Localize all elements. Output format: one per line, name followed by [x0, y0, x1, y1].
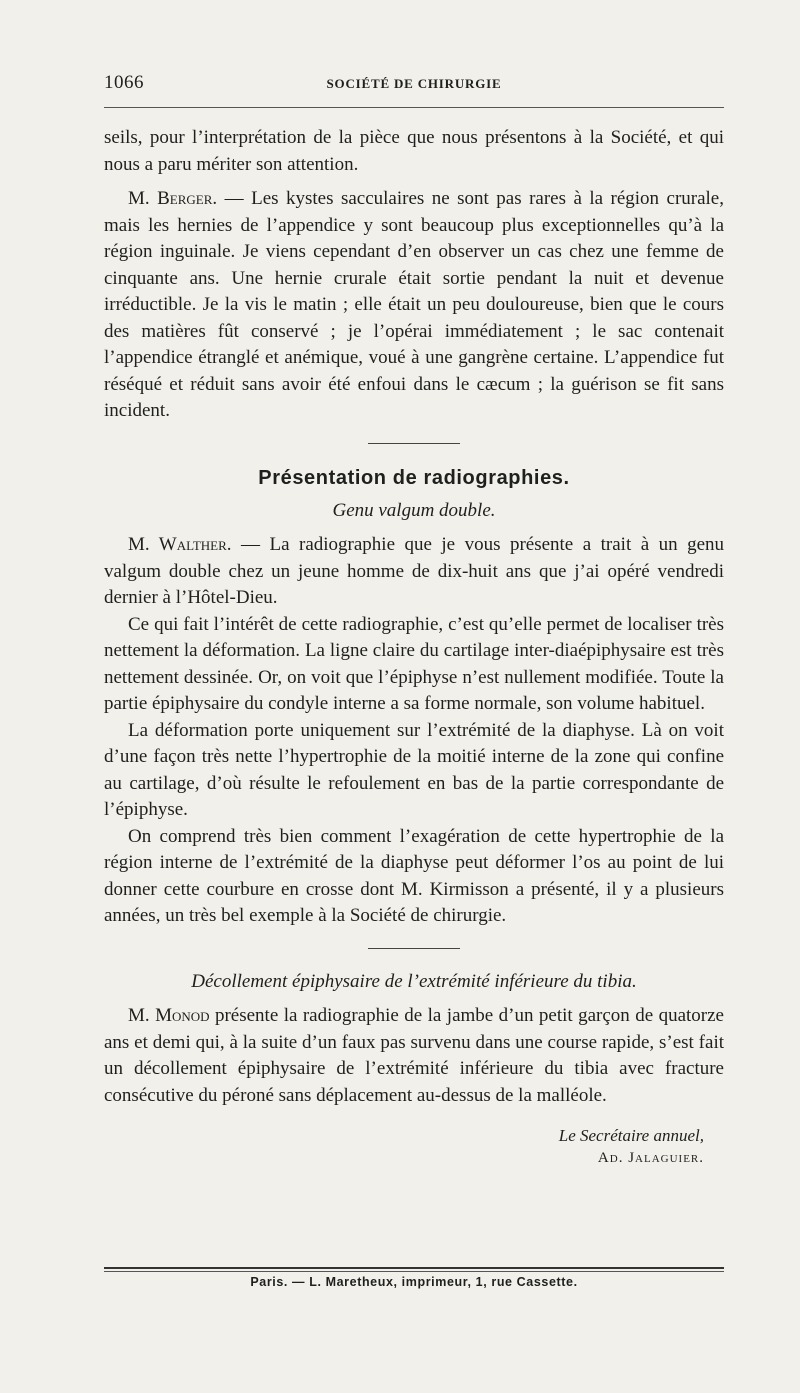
body-text — [104, 125, 724, 1169]
section2-title: Décollement épiphysaire de l’extrémité inférieure du tibia. — [191, 970, 637, 992]
section-separator-2 — [368, 948, 460, 949]
paragraph-berger — [104, 186, 724, 425]
speaker-monod: M. Monod — [128, 1005, 210, 1026]
signature-role: Le Secrétaire annuel, — [558, 1126, 704, 1145]
speaker-walther: M. Walther. — [128, 534, 232, 555]
paragraph-continuation: seils, pour l’interprétation de la pièce que nous présentons à la Société, et qui nous a paru mériter son attention. — [104, 127, 724, 175]
paragraph-deformation: La déformation porte uniquement sur l’extrémité de la diaphyse. Là on voit d’une façon très nette l’hypertrophie de la moitié interne de la zone qui confine au cartilage, d’où résulte le refoulement en bas de la partie correspondante de l’épiphyse. — [104, 719, 724, 820]
walther-text: — La radiographie que je vous présente a trait à un genu valgum double chez un jeune homme de dix-huit ans que j’ai opéré vendredi dernier à l’Hôtel-Dieu. — [104, 534, 724, 608]
section-subtitle: Genu valgum double. — [332, 499, 496, 521]
paragraph-interet: Ce qui fait l’intérêt de cette radiographie, c’est qu’elle permet de localiser très nettement la déformation. La ligne claire du cartilage inter-diaépiphysaire est très nettement dessinée. Or, on voit que l’épiphyse n’est nullement modifiée. Toute la partie épiphysaire du condyle interne a sa forme normale, son volume habituel. — [104, 613, 724, 714]
page-number: 1066 — [104, 72, 144, 93]
berger-text: — Les kystes sacculaires ne sont pas rares à la région crurale, mais les hernies de l’appendice y sont beaucoup plus exceptionnelles qu’à la région inguinale. Je viens cependant d’en observer un cas chez une femme de cinquante ans. Une hernie crurale était sortie pendant la nuit et devenue irréductible. Je la vis le matin ; elle était un peu douloureuse, bien que le cours des matières fût conservé ; je l’opérai immédiatement ; le sac contenait l’appendice étranglé et anémique, voué à une gangrène certaine. L’appendice fut réséqué et réduit sans avoir été enfoui dans le cæcum ; la guérison se fit sans incident. — [104, 188, 724, 421]
signature-name: Ad. Jalaguier. — [597, 1150, 704, 1166]
section-separator — [368, 443, 460, 444]
footer-rule-thin — [104, 1271, 724, 1272]
footer-rule — [104, 1267, 724, 1269]
printer-imprint: Paris. — L. Maretheux, imprimeur, 1, rue Cassette. — [250, 1275, 578, 1289]
header-rule — [104, 107, 724, 108]
page-header — [104, 72, 724, 96]
section-title: Présentation de radiographies. — [258, 466, 570, 489]
paragraph-hypertrophie: On comprend très bien comment l’exagération de cette hypertrophie de la région interne de l’extrémité de la diaphyse peut déformer l’os au point de lui donner cette courbure en crosse dont M. Kirmisson a présenté, il y a plusieurs années, un très bel exemple à la Société de chirurgie. — [104, 825, 724, 926]
speaker-berger: M. Berger. — [128, 188, 218, 209]
paragraph-monod — [104, 1003, 724, 1109]
monod-text: présente la radiographie de la jambe d’un petit garçon de quatorze ans et demi qui, à la suite d’un faux pas survenu dans une course rapide, s’est fait un décollement épiphysaire de l’extrémité inférieure du tibia avec fracture consécutive du péroné sans déplacement au-dessus de la malléole. — [104, 1005, 724, 1106]
signature — [104, 1125, 724, 1169]
running-head: SOCIÉTÉ DE CHIRURGIE — [326, 76, 502, 91]
paragraph-walther — [104, 532, 724, 612]
